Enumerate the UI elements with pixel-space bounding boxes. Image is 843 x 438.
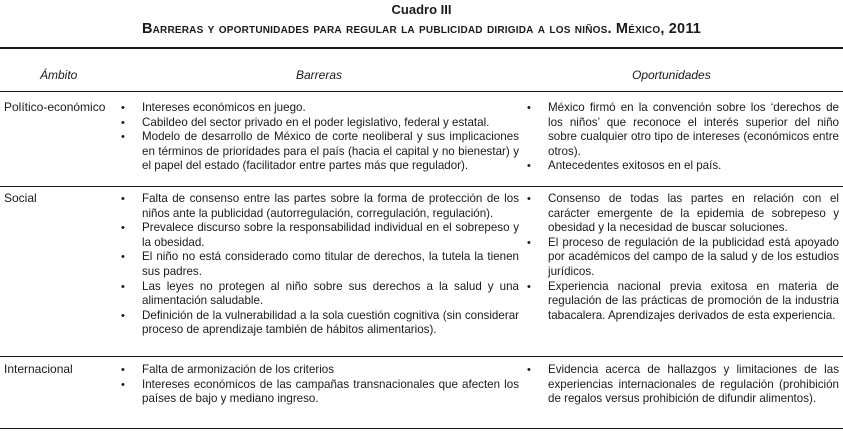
- bottom-rule: [0, 428, 843, 429]
- header-oportunidades: Oportunidades: [632, 68, 711, 82]
- list-item: • Prevalece discurso sobre la responsabilidad individual en el sobrepeso y la obesidad.: [121, 221, 519, 250]
- list-item: • Antecedentes exitosos en el país.: [527, 159, 839, 174]
- row-politico-barreras-list: [121, 101, 519, 174]
- list-item: • Cabildeo del sector privado en el poder legislativo, federal y estatal.: [121, 116, 519, 131]
- list-item: • Evidencia acerca de hallazgos y limitaciones de las experiencias internacionales de regulación (prohibición de regalos versus prohibición de difundir alimentos).: [527, 363, 839, 407]
- row-internacional-oportunidades-list: [527, 363, 839, 407]
- row-ambito-social: Social: [4, 191, 37, 205]
- list-item: • Falta de consenso entre las partes sobre la forma de protección de los niños ante la publicidad (autorregulación, corregulación, regulación).: [121, 192, 519, 221]
- list-item: • Intereses económicos de las campañas transnacionales que afecten los países de bajo y mediano ingreso.: [121, 378, 519, 407]
- row-internacional-barreras-list: [121, 363, 519, 407]
- list-item: • México firmó en la convención sobre los ‘derechos de los niños’ que reconoce el interés superior del niño sobre cualquier otro tipo de intereses (económicos entre otros).: [527, 101, 839, 159]
- list-item: • Consenso de todas las partes en relación con el carácter emergente de la epidemia de sobrepeso y obesidad y la necesidad de buscar soluciones.: [527, 192, 839, 236]
- header-barreras: Barreras: [296, 68, 343, 82]
- row-social-barreras-list: [121, 192, 519, 338]
- list-item: • Experiencia nacional previa exitosa en materia de regulación de las prácticas de promoción de la industria tabacalera. Aprendizajes derivados de esta experiencia.: [527, 280, 839, 324]
- list-item: • Falta de armonización de los criterios: [121, 363, 519, 378]
- list-item: • Definición de la vulnerabilidad a la sola cuestión cognitiva (sin considerar proceso de aprendizaje también de hábitos alimentarios).: [121, 309, 519, 338]
- row-divider: [0, 356, 843, 357]
- list-item: • El niño no está considerado como titular de derechos, la tutela la tienen sus padres.: [121, 250, 519, 279]
- row-politico-oportunidades-list: [527, 101, 839, 174]
- table-title: Barreras y oportunidades para regular la publicidad dirigida a los niños. México, 2011: [141, 21, 702, 37]
- row-social-oportunidades-list: [527, 192, 839, 323]
- list-item: • El proceso de regulación de la publicidad está apoyado por académicos del campo de la salud y de los estudios jurídicos.: [527, 236, 839, 280]
- header-ambito: Ámbito: [40, 68, 78, 82]
- top-rule: [0, 47, 843, 49]
- list-item: • Las leyes no protegen al niño sobre sus derechos a la salud y una alimentación saludable.: [121, 280, 519, 309]
- list-item: • Modelo de desarrollo de México de corte neoliberal y sus implicaciones en términos de prioridades para el país (hacia el capital y no bienestar) y el papel del estado (facilitador entre partes más que regulador).: [121, 130, 519, 174]
- list-item: • Intereses económicos en juego.: [121, 101, 519, 116]
- row-divider: [0, 186, 843, 187]
- row-ambito-politico-economico: Político-económico: [4, 100, 106, 114]
- header-rule: [0, 91, 843, 92]
- table-number: Cuadro III: [391, 2, 452, 17]
- row-ambito-internacional: Internacional: [4, 362, 73, 376]
